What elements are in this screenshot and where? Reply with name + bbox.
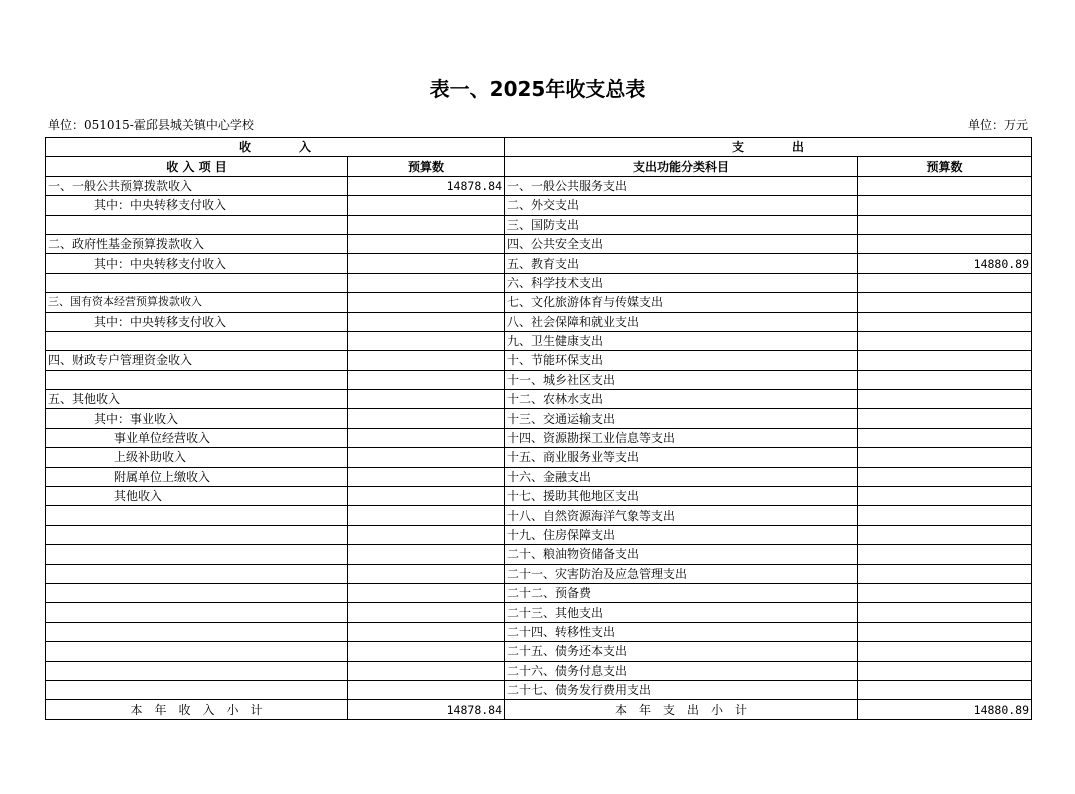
table-row [46, 293, 1032, 312]
expense-budget-cell [858, 603, 1032, 622]
expense-budget-cell [858, 506, 1032, 525]
expense-item-cell: 二十七、债务发行费用支出 [505, 680, 858, 699]
expense-budget-cell [858, 622, 1032, 641]
expense-item-cell: 二、外交支出 [505, 196, 858, 215]
income-budget-cell [348, 448, 505, 467]
expense-budget-cell [858, 448, 1032, 467]
budget-summary-table [45, 137, 1032, 720]
table-row [46, 545, 1032, 564]
expense-budget-cell [858, 331, 1032, 350]
expense-group-header: 支 出 [505, 138, 1032, 157]
income-budget-cell [348, 293, 505, 312]
expense-item-cell: 十八、自然资源海洋气象等支出 [505, 506, 858, 525]
expense-total-value: 14880.89 [858, 700, 1032, 719]
expense-total-label: 本 年 支 出 小 计 [505, 700, 858, 719]
table-row [46, 428, 1032, 447]
expense-budget-cell [858, 390, 1032, 409]
table-row [46, 603, 1032, 622]
expense-budget-cell [858, 642, 1032, 661]
expense-budget-cell [858, 273, 1032, 292]
table-row [46, 467, 1032, 486]
expense-budget-cell [858, 525, 1032, 544]
expense-item-cell: 十三、交通运输支出 [505, 409, 858, 428]
expense-item-cell: 九、卫生健康支出 [505, 331, 858, 350]
income-item-cell [46, 370, 348, 389]
table-body [46, 176, 1032, 700]
page-title: 表一、2025年收支总表 [429, 77, 646, 101]
income-budget-cell [348, 622, 505, 641]
income-group-header: 收 入 [46, 138, 505, 157]
expense-item-cell: 十九、住房保障支出 [505, 525, 858, 544]
expense-item-cell: 二十、粮油物资储备支出 [505, 545, 858, 564]
expense-budget-cell [858, 351, 1032, 370]
income-budget-cell [348, 215, 505, 234]
income-budget-cell [348, 331, 505, 350]
income-budget-cell [348, 234, 505, 253]
expense-budget-column-header: 预算数 [858, 157, 1032, 176]
income-item-cell [46, 622, 348, 641]
expense-budget-cell [858, 467, 1032, 486]
expense-budget-cell [858, 293, 1032, 312]
income-item-cell: 四、财政专户管理资金收入 [46, 351, 348, 370]
expense-budget-cell [858, 545, 1032, 564]
table-row [46, 506, 1032, 525]
income-budget-cell [348, 409, 505, 428]
table-group-header-row [46, 138, 1032, 157]
income-budget-cell [348, 428, 505, 447]
table-column-header-row [46, 157, 1032, 176]
expense-item-cell: 八、社会保障和就业支出 [505, 312, 858, 331]
income-item-cell: 二、政府性基金预算拨款收入 [46, 234, 348, 253]
table-row [46, 564, 1032, 583]
table-row [46, 273, 1032, 292]
expense-item-column-header: 支出功能分类科目 [505, 157, 858, 176]
expense-budget-cell [858, 680, 1032, 699]
table-row [46, 196, 1032, 215]
income-budget-cell [348, 487, 505, 506]
expense-budget-cell [858, 176, 1032, 195]
table-row [46, 583, 1032, 602]
income-budget-cell [348, 603, 505, 622]
income-budget-cell [348, 196, 505, 215]
expense-item-cell: 二十一、灾害防治及应急管理支出 [505, 564, 858, 583]
table-row [46, 331, 1032, 350]
expense-budget-cell [858, 428, 1032, 447]
income-item-cell [46, 331, 348, 350]
income-budget-cell [348, 273, 505, 292]
income-budget-cell [348, 506, 505, 525]
expense-item-cell: 二十六、债务付息支出 [505, 661, 858, 680]
income-budget-cell [348, 390, 505, 409]
income-item-cell [46, 545, 348, 564]
expense-item-cell: 十、节能环保支出 [505, 351, 858, 370]
income-total-value: 14878.84 [348, 700, 505, 719]
income-budget-cell [348, 525, 505, 544]
income-budget-cell [348, 583, 505, 602]
expense-item-cell: 四、公共安全支出 [505, 234, 858, 253]
table-row [46, 661, 1032, 680]
income-budget-column-header: 预算数 [348, 157, 505, 176]
expense-item-cell: 十六、金融支出 [505, 467, 858, 486]
expense-item-cell: 二十四、转移性支出 [505, 622, 858, 641]
income-item-cell [46, 273, 348, 292]
income-item-cell [46, 525, 348, 544]
income-budget-cell [348, 370, 505, 389]
income-item-cell: 一、一般公共预算拨款收入 [46, 176, 348, 195]
income-item-cell [46, 680, 348, 699]
income-budget-cell: 14878.84 [348, 176, 505, 195]
table-row [46, 622, 1032, 641]
expense-budget-cell [858, 215, 1032, 234]
expense-item-cell: 十七、援助其他地区支出 [505, 487, 858, 506]
table-row [46, 176, 1032, 195]
income-budget-cell [348, 680, 505, 699]
expense-budget-cell [858, 312, 1032, 331]
income-budget-cell [348, 351, 505, 370]
income-budget-cell [348, 312, 505, 331]
income-item-cell [46, 661, 348, 680]
income-item-cell [46, 215, 348, 234]
expense-item-cell: 一、一般公共服务支出 [505, 176, 858, 195]
expense-item-cell: 三、国防支出 [505, 215, 858, 234]
expense-item-cell: 十一、城乡社区支出 [505, 370, 858, 389]
expense-budget-cell: 14880.89 [858, 254, 1032, 273]
expense-budget-cell [858, 370, 1032, 389]
expense-budget-cell [858, 234, 1032, 253]
income-item-cell: 三、国有资本经营预算拨款收入 [46, 293, 348, 312]
expense-budget-cell [858, 409, 1032, 428]
expense-item-cell: 十四、资源勘探工业信息等支出 [505, 428, 858, 447]
table-row [46, 312, 1032, 331]
income-item-cell [46, 506, 348, 525]
income-budget-cell [348, 254, 505, 273]
unit-label-organization: 单位：051015-霍邱县城关镇中心学校 [48, 118, 254, 132]
table-row [46, 351, 1032, 370]
table-row [46, 234, 1032, 253]
table-row [46, 390, 1032, 409]
expense-item-cell: 二十三、其他支出 [505, 603, 858, 622]
expense-budget-cell [858, 661, 1032, 680]
expense-budget-cell [858, 487, 1032, 506]
income-item-cell: 其中：中央转移支付收入 [46, 254, 348, 273]
income-item-cell [46, 564, 348, 583]
income-budget-cell [348, 661, 505, 680]
unit-label-currency: 单位：万元 [967, 118, 1028, 132]
expense-budget-cell [858, 196, 1032, 215]
totals-row [46, 700, 1032, 719]
income-total-label: 本 年 收 入 小 计 [46, 700, 348, 719]
table-row [46, 254, 1032, 273]
table-row [46, 370, 1032, 389]
expense-budget-cell [858, 564, 1032, 583]
expense-item-cell: 十二、农林水支出 [505, 390, 858, 409]
income-item-column-header: 收 入 项 目 [46, 157, 348, 176]
table-row [46, 525, 1032, 544]
table-row [46, 487, 1032, 506]
table-row [46, 642, 1032, 661]
income-item-cell: 附属单位上缴收入 [46, 467, 348, 486]
table-row [46, 680, 1032, 699]
expense-item-cell: 十五、商业服务业等支出 [505, 448, 858, 467]
income-item-cell [46, 642, 348, 661]
income-item-cell: 事业单位经营收入 [46, 428, 348, 447]
expense-item-cell: 五、教育支出 [505, 254, 858, 273]
expense-item-cell: 二十五、债务还本支出 [505, 642, 858, 661]
income-budget-cell [348, 545, 505, 564]
expense-budget-cell [858, 583, 1032, 602]
expense-item-cell: 六、科学技术支出 [505, 273, 858, 292]
income-budget-cell [348, 642, 505, 661]
income-budget-cell [348, 564, 505, 583]
table-row [46, 409, 1032, 428]
income-item-cell: 其中：中央转移支付收入 [46, 196, 348, 215]
income-item-cell: 其中：中央转移支付收入 [46, 312, 348, 331]
table-row [46, 448, 1032, 467]
expense-item-cell: 二十二、预备费 [505, 583, 858, 602]
income-budget-cell [348, 467, 505, 486]
income-item-cell [46, 603, 348, 622]
income-item-cell: 上级补助收入 [46, 448, 348, 467]
income-item-cell: 其中：事业收入 [46, 409, 348, 428]
income-item-cell: 五、其他收入 [46, 390, 348, 409]
table-row [46, 215, 1032, 234]
expense-item-cell: 七、文化旅游体育与传媒支出 [505, 293, 858, 312]
income-item-cell: 其他收入 [46, 487, 348, 506]
income-item-cell [46, 583, 348, 602]
